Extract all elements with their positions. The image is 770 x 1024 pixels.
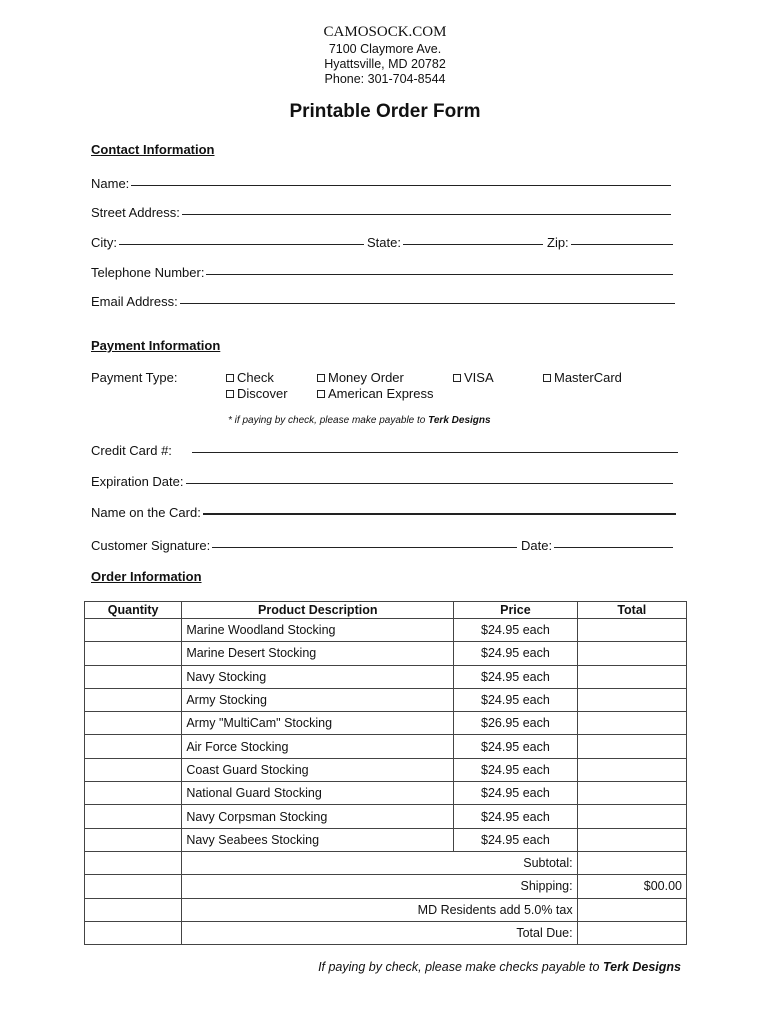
telephone-line	[206, 273, 673, 275]
checkbox-discover[interactable]	[226, 386, 288, 401]
total-cell[interactable]	[577, 758, 686, 781]
total-due-value[interactable]	[577, 921, 686, 944]
table-row	[85, 665, 687, 688]
total-cell[interactable]	[577, 805, 686, 828]
description-cell: Marine Desert Stocking	[182, 642, 454, 665]
signature-field[interactable]	[91, 538, 517, 553]
street-address-label: Street Address:	[91, 205, 180, 220]
total-due-row	[85, 921, 687, 944]
street-address-field[interactable]	[91, 205, 671, 220]
description-cell: Navy Seabees Stocking	[182, 828, 454, 851]
table-row	[85, 712, 687, 735]
name-on-card-field[interactable]	[91, 505, 676, 520]
zip-label: Zip:	[547, 235, 569, 250]
date-label: Date:	[521, 538, 553, 553]
subtotal-row	[85, 851, 687, 874]
email-field[interactable]	[91, 294, 675, 309]
check-payable-note	[228, 415, 491, 426]
shipping-label: Shipping:	[182, 875, 577, 898]
price-cell: $24.95 each	[454, 782, 577, 805]
total-cell[interactable]	[577, 782, 686, 805]
email-label: Email Address:	[91, 294, 178, 309]
check-note-text: * if paying by check, please make payable to	[228, 415, 429, 426]
payment-type-label: Payment Type:	[91, 370, 178, 385]
subtotal-value[interactable]	[577, 851, 686, 874]
table-row	[85, 828, 687, 851]
name-line	[131, 184, 671, 186]
price-cell: $24.95 each	[454, 642, 577, 665]
total-cell[interactable]	[577, 688, 686, 711]
checkbox-label: VISA	[464, 370, 494, 385]
total-due-label: Total Due:	[182, 921, 577, 944]
company-name: CAMOSOCK.COM	[323, 24, 447, 40]
footer-note-payee: Terk Designs	[602, 960, 681, 974]
description-cell: Army "MultiCam" Stocking	[182, 712, 454, 735]
city-label: City:	[91, 235, 117, 250]
checkbox-label: American Express	[328, 386, 434, 401]
table-row	[85, 758, 687, 781]
company-address-line2: Hyattsville, MD 20782	[324, 57, 446, 71]
column-header-quantity: Quantity	[85, 602, 182, 619]
email-line	[180, 302, 675, 304]
telephone-field[interactable]	[91, 265, 673, 280]
footer-note-text: If paying by check, please make checks payable to	[318, 960, 603, 974]
price-cell: $24.95 each	[454, 758, 577, 781]
checkbox-american-express[interactable]	[317, 386, 433, 401]
state-label: State:	[367, 235, 401, 250]
table-row	[85, 735, 687, 758]
credit-card-field[interactable]	[91, 443, 678, 458]
checkbox-money-order[interactable]	[317, 370, 404, 385]
table-row	[85, 619, 687, 642]
checkbox-label: MasterCard	[554, 370, 622, 385]
price-cell: $24.95 each	[454, 735, 577, 758]
description-cell: Army Stocking	[182, 688, 454, 711]
total-cell[interactable]	[577, 642, 686, 665]
table-row	[85, 688, 687, 711]
name-on-card-line	[203, 512, 676, 515]
credit-card-line	[192, 451, 678, 453]
price-cell: $24.95 each	[454, 619, 577, 642]
empty-cell	[85, 898, 182, 921]
contact-section-heading: Contact Information	[91, 142, 215, 157]
quantity-cell[interactable]	[85, 805, 182, 828]
quantity-cell[interactable]	[85, 828, 182, 851]
city-line	[119, 243, 364, 245]
checkbox-box	[317, 374, 325, 382]
total-cell[interactable]	[577, 619, 686, 642]
order-section-heading: Order Information	[91, 569, 202, 584]
table-row	[85, 782, 687, 805]
telephone-label: Telephone Number:	[91, 265, 205, 280]
state-line	[403, 243, 543, 245]
total-cell[interactable]	[577, 735, 686, 758]
checkbox-label: Check	[237, 370, 274, 385]
shipping-value: $00.00	[577, 875, 686, 898]
subtotal-label: Subtotal:	[182, 851, 577, 874]
expiration-date-field[interactable]	[91, 474, 673, 489]
date-field[interactable]	[521, 538, 673, 553]
description-cell: Navy Stocking	[182, 665, 454, 688]
checkbox-mastercard[interactable]	[543, 370, 622, 385]
signature-label: Customer Signature:	[91, 538, 211, 553]
price-cell: $24.95 each	[454, 805, 577, 828]
total-cell[interactable]	[577, 712, 686, 735]
checkbox-label: Discover	[237, 386, 288, 401]
table-header-row	[85, 602, 687, 619]
description-cell: Air Force Stocking	[182, 735, 454, 758]
description-cell: National Guard Stocking	[182, 782, 454, 805]
price-cell: $26.95 each	[454, 712, 577, 735]
checkbox-box	[453, 374, 461, 382]
company-phone: Phone: 301-704-8544	[324, 72, 446, 86]
state-field[interactable]	[367, 235, 543, 250]
column-header-description: Product Description	[182, 602, 454, 619]
zip-line	[571, 243, 673, 245]
quantity-cell[interactable]	[85, 642, 182, 665]
description-cell: Navy Corpsman Stocking	[182, 805, 454, 828]
company-address-line1: 7100 Claymore Ave.	[328, 42, 442, 56]
table-row	[85, 805, 687, 828]
column-header-total: Total	[577, 602, 686, 619]
zip-field[interactable]	[547, 235, 673, 250]
checkbox-check[interactable]	[226, 370, 274, 385]
checkbox-box	[543, 374, 551, 382]
tax-row	[85, 898, 687, 921]
empty-cell	[85, 875, 182, 898]
name-field[interactable]	[91, 176, 671, 191]
checkbox-label: Money Order	[328, 370, 404, 385]
quantity-cell[interactable]	[85, 758, 182, 781]
quantity-cell[interactable]	[85, 735, 182, 758]
checkbox-box	[226, 390, 234, 398]
city-field[interactable]	[91, 235, 364, 250]
quantity-cell[interactable]	[85, 782, 182, 805]
page-title: Printable Order Form	[289, 101, 481, 122]
order-table	[84, 601, 687, 945]
footer-payable-note	[318, 960, 681, 974]
signature-line	[212, 546, 517, 548]
tax-label: MD Residents add 5.0% tax	[182, 898, 577, 921]
check-note-payee: Terk Designs	[428, 415, 491, 426]
shipping-row	[85, 875, 687, 898]
quantity-cell[interactable]	[85, 665, 182, 688]
expiration-date-label: Expiration Date:	[91, 474, 184, 489]
empty-cell	[85, 921, 182, 944]
empty-cell	[85, 851, 182, 874]
expiration-date-line	[186, 482, 674, 484]
street-address-line	[182, 213, 671, 215]
quantity-cell[interactable]	[85, 712, 182, 735]
date-line	[554, 546, 673, 548]
checkbox-box	[317, 390, 325, 398]
checkbox-visa[interactable]	[453, 370, 494, 385]
price-cell: $24.95 each	[454, 828, 577, 851]
quantity-cell[interactable]	[85, 688, 182, 711]
column-header-price: Price	[454, 602, 577, 619]
description-cell: Marine Woodland Stocking	[182, 619, 454, 642]
description-cell: Coast Guard Stocking	[182, 758, 454, 781]
tax-value[interactable]	[577, 898, 686, 921]
credit-card-label: Credit Card #:	[91, 443, 172, 458]
table-row	[85, 642, 687, 665]
checkbox-box	[226, 374, 234, 382]
total-cell[interactable]	[577, 828, 686, 851]
quantity-cell[interactable]	[85, 619, 182, 642]
total-cell[interactable]	[577, 665, 686, 688]
name-label: Name:	[91, 176, 130, 191]
payment-section-heading: Payment Information	[91, 338, 221, 353]
name-on-card-label: Name on the Card:	[91, 505, 201, 520]
price-cell: $24.95 each	[454, 688, 577, 711]
price-cell: $24.95 each	[454, 665, 577, 688]
